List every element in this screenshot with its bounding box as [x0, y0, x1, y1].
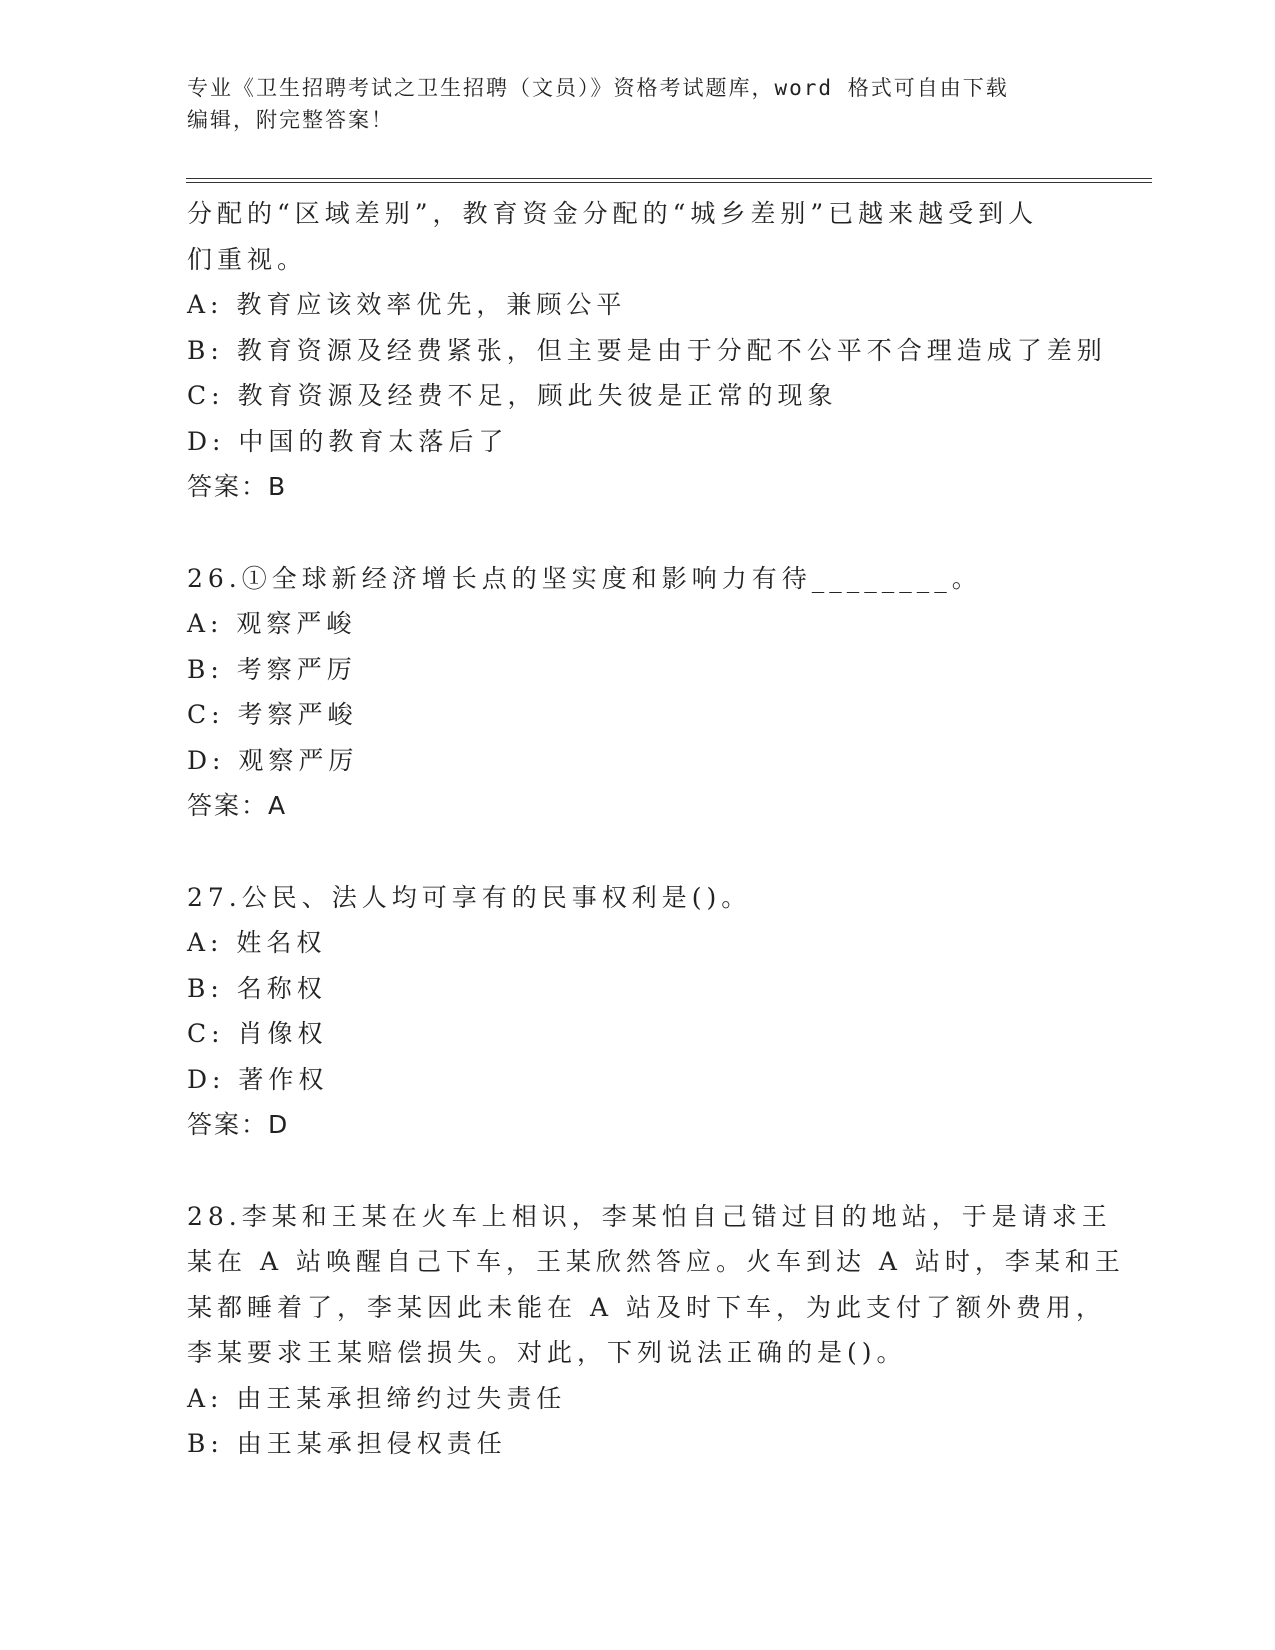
header-title-line-1: 专业《卫生招聘考试之卫生招聘（文员）》资格考试题库，word 格式可自由下载: [187, 76, 1009, 100]
option-b: B: 教育资源及经费紧张，但主要是由于分配不公平不合理造成了差别: [187, 335, 1107, 365]
question-stem: 某在 A 站唤醒自己下车，王某欣然答应。火车到达 A 站时，李某和王: [187, 1247, 1125, 1276]
header-divider-bottom: [186, 182, 1152, 183]
option-b: B: 考察严厉: [187, 654, 357, 684]
option-a: A: 由王某承担缔约过失责任: [187, 1383, 567, 1413]
question-25: [187, 191, 1107, 510]
option-d: D: 著作权: [187, 1064, 329, 1094]
question-stem: 分配的“区域差别”，教育资金分配的“城乡差别”已越来越受到人: [187, 199, 1039, 228]
option-d: D: 中国的教育太落后了: [187, 426, 509, 456]
answer-label: 答案：A: [187, 791, 288, 820]
spacer: [187, 829, 1087, 875]
option-a: A: 姓名权: [187, 928, 327, 957]
question-list: [187, 191, 1125, 1467]
option-b: B: 名称权: [187, 973, 327, 1003]
question-stem: 李某要求王某赔偿损失。对此，下列说法正确的是()。: [187, 1338, 907, 1367]
question-27: [187, 875, 1087, 1148]
question-stem: 28.李某和王某在火车上相识，李某怕自己错过目的地站，于是请求王: [187, 1201, 1112, 1231]
option-c: C: 肖像权: [187, 1019, 328, 1048]
option-c: C: 考察严峻: [187, 700, 358, 729]
answer-label: 答案：B: [187, 472, 288, 501]
question-stem: 26.①全球新经济增长点的坚实度和影响力有待________。: [187, 563, 982, 593]
question-stem: 们重视。: [187, 244, 308, 274]
question-stem: 某都睡着了，李某因此未能在 A 站及时下车，为此支付了额外费用，: [187, 1292, 1106, 1322]
question-26: [187, 556, 1087, 829]
header-title-line-2: 编辑，附完整答案！: [187, 108, 394, 132]
option-c: C: 教育资源及经费不足，顾此失彼是正常的现象: [187, 381, 838, 410]
option-d: D: 观察严厉: [187, 745, 359, 775]
option-a: A: 观察严峻: [187, 609, 357, 638]
option-b: B: 由王某承担侵权责任: [187, 1429, 507, 1458]
spacer: [187, 1148, 1087, 1194]
spacer: [187, 510, 1087, 556]
document-header: [187, 72, 1087, 136]
question-28: [187, 1194, 1125, 1467]
header-divider-top: [186, 178, 1152, 179]
answer-label: 答案：D: [187, 1110, 290, 1139]
question-stem: 27.公民、法人均可享有的民事权利是()。: [187, 882, 752, 912]
option-a: A: 教育应该效率优先，兼顾公平: [187, 290, 627, 319]
